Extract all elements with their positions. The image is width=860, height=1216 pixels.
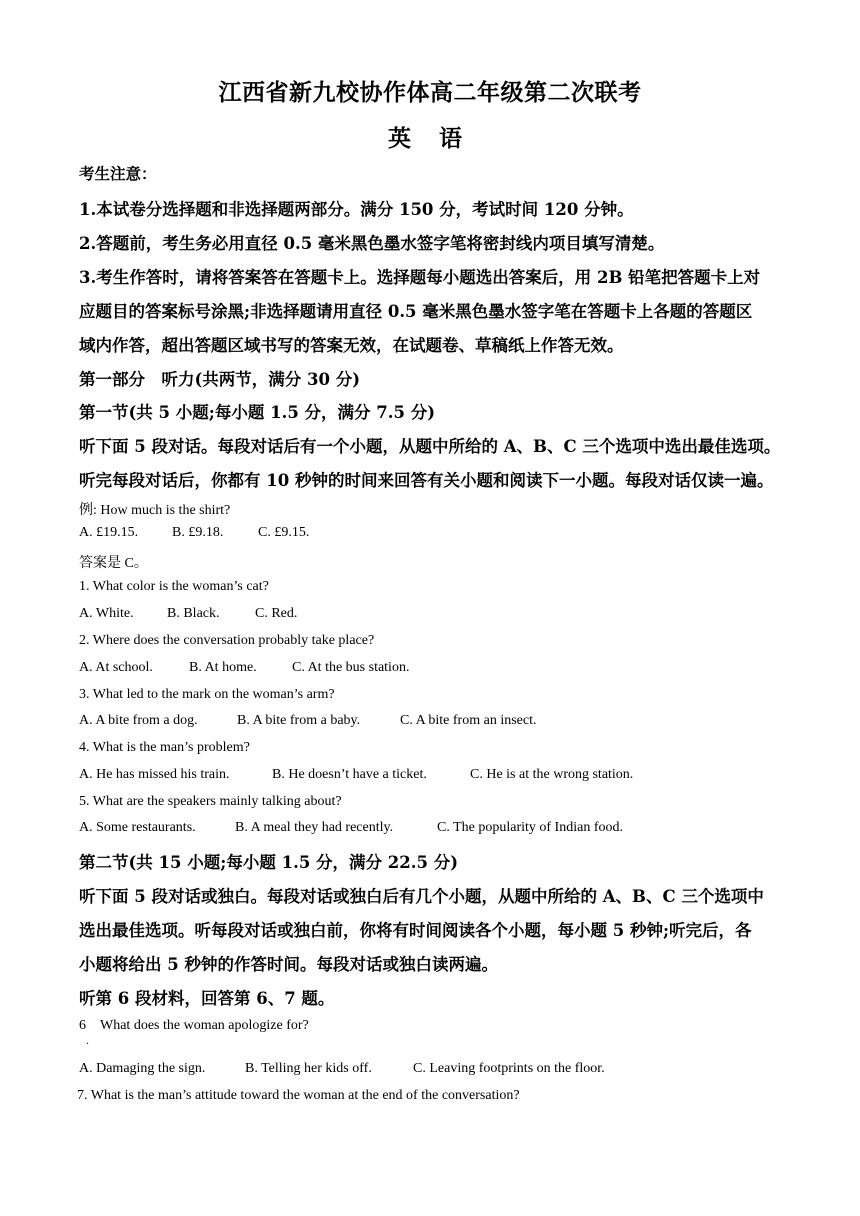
- question-5: 5. What are the speakers mainly talking about?: [79, 794, 342, 809]
- option: B. Black.: [167, 606, 220, 621]
- option: B. He doesn’t have a ticket.: [272, 767, 427, 782]
- option: A. Some restaurants.: [79, 820, 196, 835]
- question-6-options: [79, 1061, 605, 1077]
- question-7: 7. What is the man’s attitude toward the woman at the end of the conversation?: [77, 1088, 520, 1103]
- question-1-options: [79, 606, 297, 622]
- part-heading: 第一部分 听力(共两节，满分 30 分): [79, 370, 361, 389]
- question-2: 2. Where does the conversation probably take place?: [79, 633, 375, 648]
- question-6: [79, 1018, 309, 1034]
- option: B. A meal they had recently.: [235, 820, 394, 835]
- question-4-options: [79, 767, 633, 783]
- question-1: 1. What color is the woman’s cat?: [79, 579, 269, 594]
- option: A. A bite from a dog.: [79, 713, 198, 728]
- exam-title: 江西省新九校协作体高二年级第二次联考: [218, 79, 642, 106]
- section-heading: 第二节(共 15 小题;每小题 1.5 分，满分 22.5 分): [79, 853, 459, 872]
- question-3-options: [79, 713, 536, 729]
- stray-dot: .: [86, 1033, 89, 1047]
- question-4: 4. What is the man’s problem?: [79, 740, 250, 755]
- section-heading: 第一节(共 5 小题;每小题 1.5 分，满分 7.5 分): [79, 403, 436, 422]
- section-instruction: 听下面 5 段对话或独白。每段对话或独白后有几个小题，从题中所给的 A、B、C 三个选项中: [79, 887, 764, 906]
- option: C. At the bus station.: [292, 660, 410, 675]
- question-number: 6: [79, 1018, 86, 1033]
- section-instruction: 小题将给出 5 秒钟的作答时间。每段对话或独白读两遍。: [79, 955, 498, 974]
- notice-line: 1.本试卷分选择题和非选择题两部分。满分 150 分，考试时间 120 分钟。: [79, 200, 634, 219]
- section-instruction: 选出最佳选项。听每段对话或独白前，你将有时间阅读各个小题，每小题 5 秒钟;听完后，各: [79, 921, 752, 940]
- material-heading: 听第 6 段材料，回答第 6、7 题。: [79, 989, 335, 1008]
- notice-line: 3.考生作答时，请将答案答在答题卡上。选择题每小题选出答案后，用 2B 铅笔把答题卡上对: [79, 268, 761, 287]
- notice-line: 2.答题前，考生务必用直径 0.5 毫米黑色墨水签字笔将密封线内项目填写清楚。: [79, 234, 665, 253]
- question-2-options: [79, 660, 409, 676]
- example-options: [79, 525, 309, 541]
- option: C. A bite from an insect.: [400, 713, 537, 728]
- option: C. The popularity of Indian food.: [437, 820, 623, 835]
- option: C. £9.15.: [258, 525, 310, 540]
- section-instruction: 听完每段对话后，你都有 10 秒钟的时间来回答有关小题和阅读下一小题。每段对话仅读一遍。: [79, 471, 774, 490]
- question-5-options: [79, 820, 623, 836]
- option: C. He is at the wrong station.: [470, 767, 634, 782]
- option: A. At school.: [79, 660, 153, 675]
- option: B. £9.18.: [172, 525, 224, 540]
- option: B. At home.: [189, 660, 257, 675]
- notice-line: 域内作答，超出答题区域书写的答案无效，在试题卷、草稿纸上作答无效。: [79, 336, 624, 355]
- question-3: 3. What led to the mark on the woman’s arm?: [79, 687, 335, 702]
- section-instruction: 听下面 5 段对话。每段对话后有一个小题，从题中所给的 A、B、C 三个选项中选出最佳选项。: [79, 437, 781, 456]
- example-answer: 答案是 C。: [79, 556, 148, 571]
- example-question: 例: How much is the shirt?: [79, 503, 231, 518]
- option: C. Red.: [255, 606, 298, 621]
- option: A. £19.15.: [79, 525, 139, 540]
- subject-title: 英 语: [387, 125, 472, 152]
- notice-heading: 考生注意：: [79, 164, 157, 183]
- question-text: What does the woman apologize for?: [100, 1018, 309, 1033]
- option: A. He has missed his train.: [79, 767, 230, 782]
- option: C. Leaving footprints on the floor.: [413, 1061, 605, 1076]
- option: A. White.: [79, 606, 134, 621]
- option: B. Telling her kids off.: [245, 1061, 372, 1076]
- option: B. A bite from a baby.: [237, 713, 361, 728]
- option: A. Damaging the sign.: [79, 1061, 206, 1076]
- notice-line: 应题目的答案标号涂黑;非选择题请用直径 0.5 毫米黑色墨水签字笔在答题卡上各题的答题区: [79, 302, 753, 321]
